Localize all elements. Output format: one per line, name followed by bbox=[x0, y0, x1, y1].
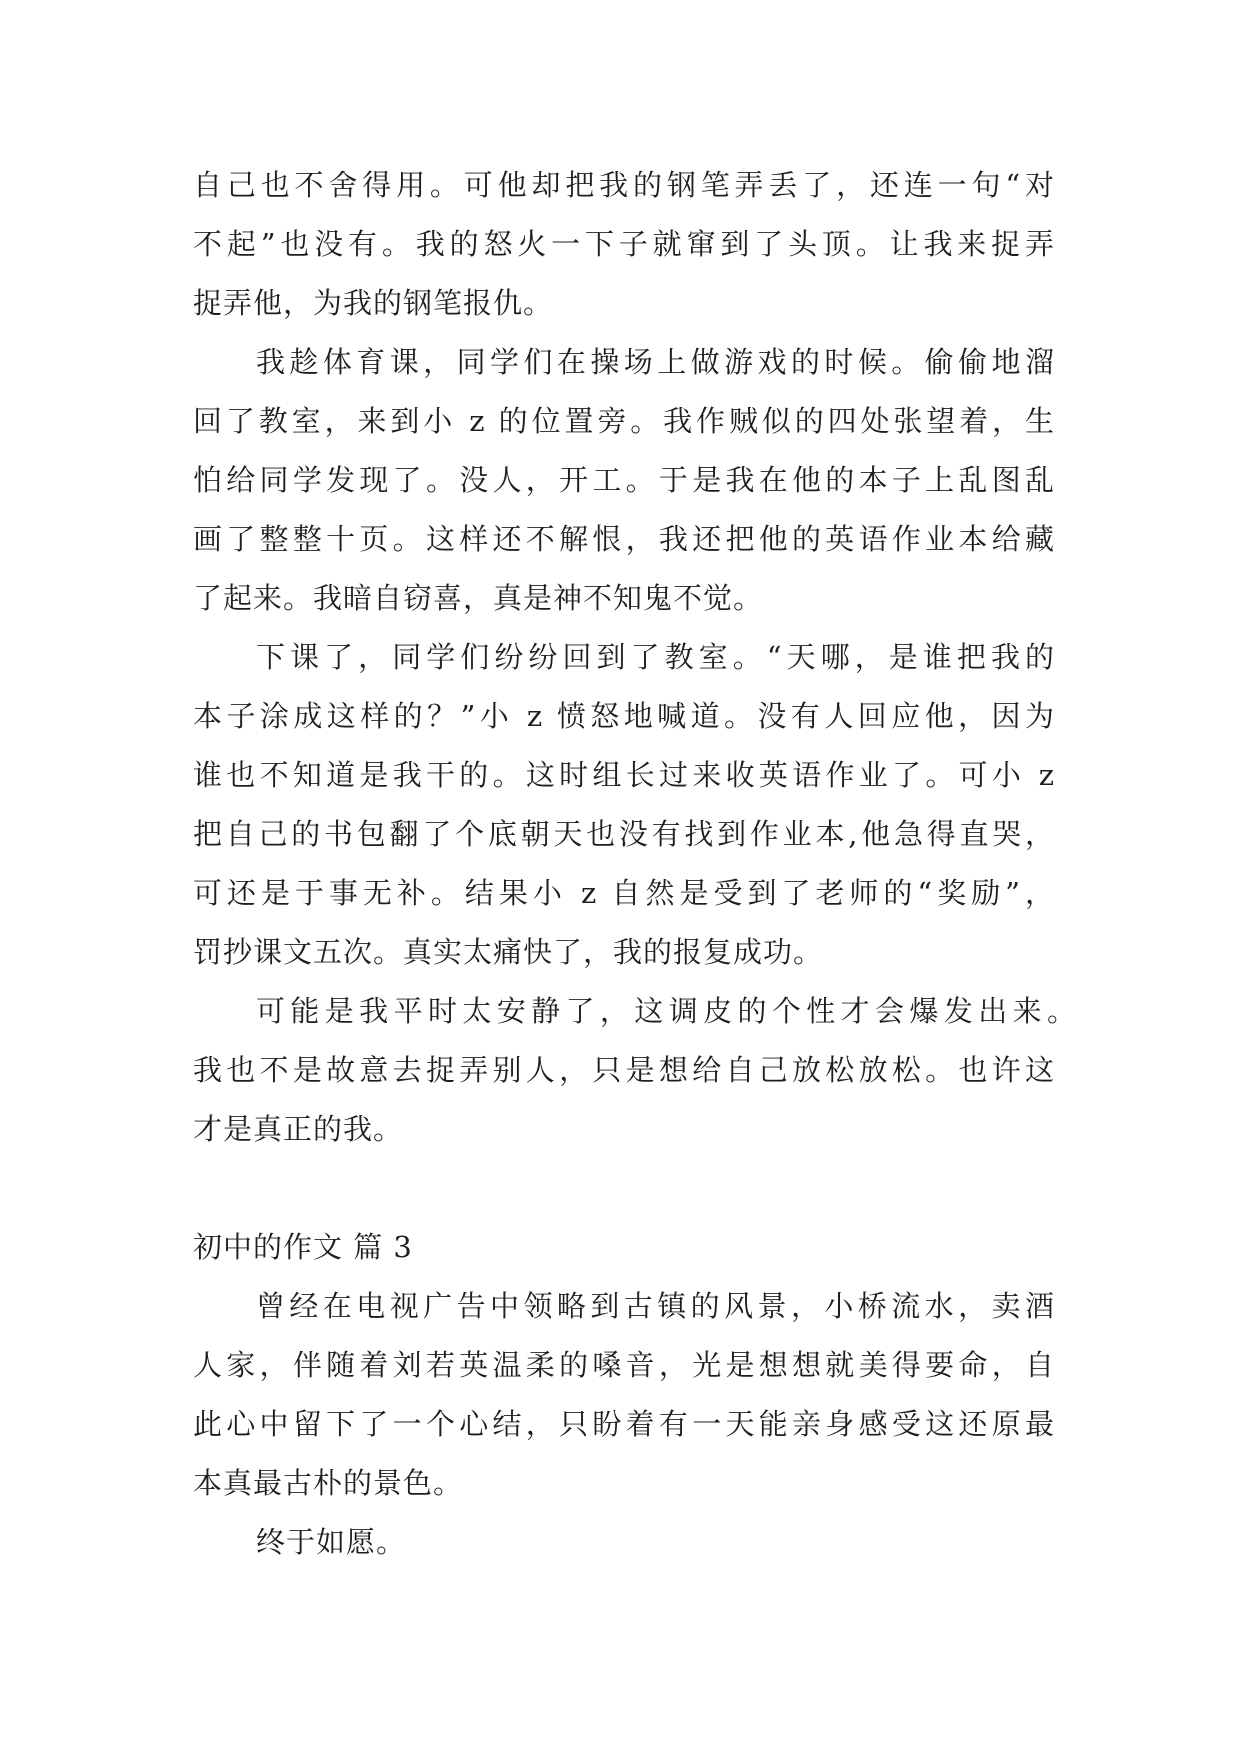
text-line: 不起”也没有。我的怒火一下子就窜到了头顶。让我来捉弄 bbox=[193, 227, 1055, 261]
text-line: 了起来。我暗自窃喜，真是神不知鬼不觉。 bbox=[193, 581, 764, 615]
text-line: 我也不是故意去捉弄别人，只是想给自己放松放松。也许这 bbox=[193, 1053, 1055, 1087]
paragraph bbox=[193, 982, 1077, 1159]
text-line: 谁也不知道是我干的。这时组长过来收英语作业了。可小 z bbox=[193, 758, 1055, 792]
text-line: 可还是于事无补。结果小 z 自然是受到了老师的“奖励”， bbox=[193, 876, 1055, 910]
text-line: 下课了，同学们纷纷回到了教室。“天哪，是谁把我的 bbox=[256, 640, 1055, 674]
document-body bbox=[193, 156, 1077, 1572]
text-line: 捉弄他，为我的钢笔报仇。 bbox=[193, 286, 554, 320]
paragraph bbox=[193, 628, 1055, 982]
text-line: 本子涂成这样的？”小 z 愤怒地喊道。没有人回应他，因为 bbox=[193, 699, 1055, 733]
text-line: 才是真正的我。 bbox=[193, 1112, 404, 1146]
text-line: 画了整整十页。这样还不解恨，我还把他的英语作业本给藏 bbox=[193, 522, 1055, 556]
text-line: 本真最古朴的景色。 bbox=[193, 1466, 464, 1500]
paragraph bbox=[193, 333, 1055, 628]
text-line: 人家，伴随着刘若英温柔的嗓音，光是想想就美得要命，自 bbox=[193, 1348, 1055, 1382]
section-heading: 初中的作文 篇 3 bbox=[193, 1230, 413, 1264]
paragraph bbox=[193, 1513, 1055, 1572]
text-line: 终于如愿。 bbox=[256, 1525, 407, 1559]
text-line: 曾经在电视广告中领略到古镇的风景，小桥流水，卖酒 bbox=[256, 1289, 1055, 1323]
paragraph bbox=[193, 1277, 1055, 1513]
paragraph bbox=[193, 156, 1055, 333]
text-line: 可能是我平时太安静了，这调皮的个性才会爆发出来。 bbox=[256, 994, 1077, 1028]
text-line: 回了教室，来到小 z 的位置旁。我作贼似的四处张望着，生 bbox=[193, 404, 1055, 438]
text-line: 罚抄课文五次。真实太痛快了，我的报复成功。 bbox=[193, 935, 824, 969]
text-line: 此心中留下了一个心结，只盼着有一天能亲身感受这还原最 bbox=[193, 1407, 1055, 1441]
text-line: 我趁体育课，同学们在操场上做游戏的时候。偷偷地溜 bbox=[256, 345, 1055, 379]
blank-line bbox=[193, 1159, 1055, 1218]
text-line: 把自己的书包翻了个底朝天也没有找到作业本,他急得直哭， bbox=[193, 817, 1055, 851]
text-line: 自己也不舍得用。可他却把我的钢笔弄丢了，还连一句“对 bbox=[193, 168, 1055, 202]
text-line: 怕给同学发现了。没人，开工。于是我在他的本子上乱图乱 bbox=[193, 463, 1055, 497]
